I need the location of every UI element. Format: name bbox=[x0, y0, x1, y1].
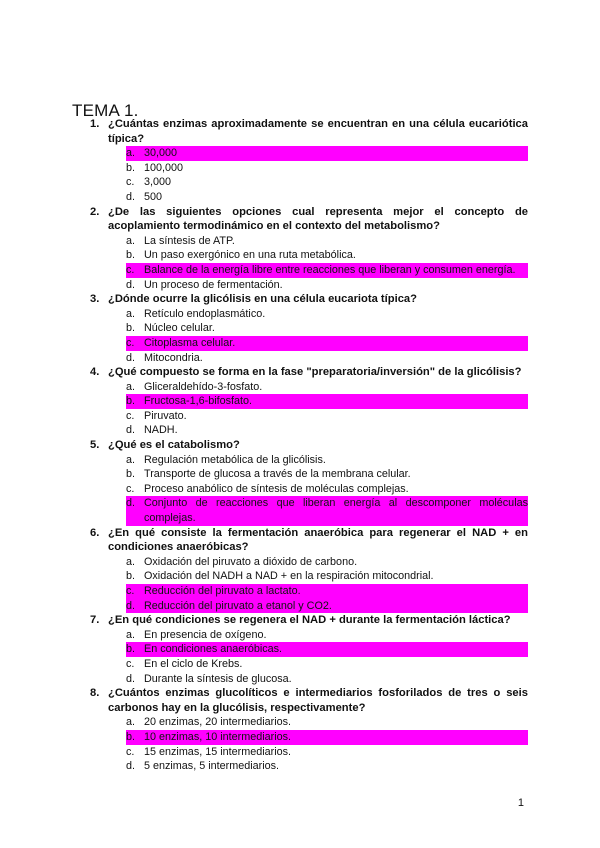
question-item bbox=[90, 526, 528, 614]
option-item bbox=[126, 161, 528, 176]
option-text: Conjunto de reacciones que liberan energía al descomponer moléculas complejas. bbox=[144, 497, 528, 525]
option-item bbox=[126, 380, 528, 395]
option-letter: c. bbox=[126, 745, 135, 758]
question-number: 6. bbox=[90, 526, 100, 539]
option-list bbox=[90, 380, 528, 438]
option-text: En condiciones anaeróbicas. bbox=[144, 642, 528, 657]
question-item bbox=[90, 686, 528, 774]
option-text: Retículo endoplasmático. bbox=[144, 307, 266, 320]
option-text: En el ciclo de Krebs. bbox=[144, 657, 243, 670]
option-text: 5 enzimas, 5 intermediarios. bbox=[144, 760, 280, 773]
option-letter: a. bbox=[126, 380, 136, 393]
option-letter: a. bbox=[126, 628, 136, 641]
option-item bbox=[126, 715, 528, 730]
option-text: 20 enzimas, 20 intermediarios. bbox=[144, 716, 292, 729]
option-letter: d. bbox=[126, 496, 144, 525]
option-text: 3,000 bbox=[144, 176, 172, 189]
page-title: TEMA 1. bbox=[72, 101, 139, 121]
option-item bbox=[126, 175, 528, 190]
option-item bbox=[126, 657, 528, 672]
question-item bbox=[90, 613, 528, 686]
option-list bbox=[90, 453, 528, 526]
question-number: 5. bbox=[90, 439, 100, 452]
option-item bbox=[126, 628, 528, 643]
option-letter: b. bbox=[126, 730, 144, 745]
question-header bbox=[90, 438, 528, 453]
question-header bbox=[90, 117, 528, 146]
option-item bbox=[126, 190, 528, 205]
option-item-highlighted bbox=[126, 584, 528, 599]
option-text: Núcleo celular. bbox=[144, 322, 215, 335]
question-header bbox=[90, 292, 528, 307]
option-list bbox=[90, 715, 528, 773]
option-letter: d. bbox=[126, 424, 136, 437]
option-text: Fructosa-1,6-bifosfato. bbox=[144, 394, 528, 409]
option-text: 500 bbox=[144, 190, 163, 203]
option-letter: b. bbox=[126, 161, 136, 174]
option-letter: a. bbox=[126, 234, 136, 247]
option-item bbox=[126, 569, 528, 584]
option-text: Durante la síntesis de glucosa. bbox=[144, 672, 292, 685]
option-text: Oxidación del piruvato a dióxido de carbono. bbox=[144, 555, 358, 568]
option-letter: c. bbox=[126, 584, 144, 599]
option-text: Piruvato. bbox=[144, 409, 187, 422]
option-item bbox=[126, 453, 528, 468]
option-text: Mitocondria. bbox=[144, 351, 203, 364]
option-item-highlighted bbox=[126, 146, 528, 161]
option-letter: d. bbox=[126, 351, 136, 364]
option-text: Citoplasma celular. bbox=[144, 336, 528, 351]
option-list bbox=[90, 628, 528, 686]
option-letter: d. bbox=[126, 760, 136, 773]
question-header bbox=[90, 613, 528, 628]
option-item-highlighted bbox=[126, 263, 528, 278]
question-number: 7. bbox=[90, 614, 100, 627]
question-text: ¿Qué compuesto se forma en la fase "preparatoria/inversión" de la glicólisis? bbox=[108, 366, 522, 379]
option-letter: a. bbox=[126, 716, 136, 729]
option-text: 30,000 bbox=[144, 146, 528, 161]
option-letter: d. bbox=[126, 599, 144, 614]
option-item-highlighted bbox=[126, 394, 528, 409]
option-item-highlighted bbox=[126, 496, 528, 525]
option-text: 10 enzimas, 10 intermediarios. bbox=[144, 730, 528, 745]
question-text: ¿En qué condiciones se regenera el NAD + durante la fermentación láctica? bbox=[108, 614, 511, 627]
question-item bbox=[90, 117, 528, 205]
option-item bbox=[126, 745, 528, 760]
question-number: 2. bbox=[90, 205, 100, 218]
option-text: NADH. bbox=[144, 424, 178, 437]
option-letter: a. bbox=[126, 453, 136, 466]
option-item bbox=[126, 248, 528, 263]
option-list bbox=[90, 146, 528, 204]
option-text: Un proceso de fermentación. bbox=[144, 278, 283, 291]
option-letter: a. bbox=[126, 146, 144, 161]
option-text: 15 enzimas, 15 intermediarios. bbox=[144, 745, 292, 758]
option-item bbox=[126, 307, 528, 322]
question-item bbox=[90, 205, 528, 293]
option-letter: c. bbox=[126, 336, 144, 351]
option-letter: c. bbox=[126, 409, 135, 422]
question-text: ¿Cuántas enzimas aproximadamente se encuentran en una célula eucariótica típica? bbox=[108, 118, 528, 145]
option-list bbox=[90, 307, 528, 365]
option-letter: a. bbox=[126, 555, 136, 568]
question-number: 8. bbox=[90, 687, 100, 700]
option-text: Proceso anabólico de síntesis de moléculas complejas. bbox=[144, 482, 409, 495]
option-letter: a. bbox=[126, 307, 136, 320]
option-text: Transporte de glucosa a través de la membrana celular. bbox=[144, 468, 411, 481]
option-text: Oxidación del NADH a NAD + en la respiración mitocondrial. bbox=[144, 570, 434, 583]
option-list bbox=[90, 234, 528, 292]
option-item bbox=[126, 423, 528, 438]
option-item bbox=[126, 409, 528, 424]
option-letter: b. bbox=[126, 249, 136, 262]
option-letter: b. bbox=[126, 642, 144, 657]
option-text: Reducción del piruvato a etanol y CO2. bbox=[144, 599, 528, 614]
option-letter: d. bbox=[126, 278, 136, 291]
option-item bbox=[126, 234, 528, 249]
option-item-highlighted bbox=[126, 599, 528, 614]
option-item bbox=[126, 555, 528, 570]
question-list bbox=[90, 117, 528, 774]
option-list bbox=[90, 555, 528, 613]
option-letter: b. bbox=[126, 468, 136, 481]
question-text: ¿Cuántos enzimas glucolíticos e intermediarios fosforilados de tres o seis carbonos hay en la glucólisis, respectivamente? bbox=[108, 687, 528, 714]
question-header bbox=[90, 205, 528, 234]
option-letter: c. bbox=[126, 482, 135, 495]
question-number: 3. bbox=[90, 293, 100, 306]
option-text: Balance de la energía libre entre reacciones que liberan y consumen energía. bbox=[144, 263, 528, 278]
option-letter: c. bbox=[126, 263, 144, 278]
option-item-highlighted bbox=[126, 730, 528, 745]
question-text: ¿De las siguientes opciones cual representa mejor el concepto de acoplamiento termodinámico en el contexto del metabolismo? bbox=[108, 205, 528, 233]
option-letter: c. bbox=[126, 176, 135, 189]
question-text: ¿En qué consiste la fermentación anaeróbica para regenerar el NAD + en condiciones anaeróbicas? bbox=[108, 526, 528, 554]
option-letter: b. bbox=[126, 570, 136, 583]
option-letter: d. bbox=[126, 190, 136, 203]
question-header bbox=[90, 365, 528, 380]
option-item-highlighted bbox=[126, 336, 528, 351]
option-text: Un paso exergónico en una ruta metabólica. bbox=[144, 249, 356, 262]
option-item bbox=[126, 467, 528, 482]
question-number: 1. bbox=[90, 118, 100, 130]
option-text: En presencia de oxígeno. bbox=[144, 628, 267, 641]
option-letter: b. bbox=[126, 322, 136, 335]
question-item bbox=[90, 365, 528, 438]
question-header bbox=[90, 686, 528, 715]
question-text: ¿Qué es el catabolismo? bbox=[108, 439, 240, 452]
option-item bbox=[126, 321, 528, 336]
option-letter: c. bbox=[126, 657, 135, 670]
question-number: 4. bbox=[90, 366, 100, 379]
option-text: Gliceraldehído-3-fosfato. bbox=[144, 380, 263, 393]
option-item bbox=[126, 278, 528, 293]
option-item bbox=[126, 759, 528, 774]
question-item bbox=[90, 438, 528, 526]
option-text: 100,000 bbox=[144, 161, 184, 174]
question-header bbox=[90, 526, 528, 555]
option-item bbox=[126, 351, 528, 366]
option-text: Regulación metabólica de la glicólisis. bbox=[144, 453, 326, 466]
option-item-highlighted bbox=[126, 642, 528, 657]
option-letter: d. bbox=[126, 672, 136, 685]
option-item bbox=[126, 482, 528, 497]
question-item bbox=[90, 292, 528, 365]
page-number: 1 bbox=[517, 797, 524, 809]
option-text: Reducción del piruvato a lactato. bbox=[144, 584, 528, 599]
option-letter: b. bbox=[126, 394, 144, 409]
option-item bbox=[126, 672, 528, 687]
question-text: ¿Dónde ocurre la glicólisis en una célula eucariota típica? bbox=[108, 293, 417, 306]
option-text: La síntesis de ATP. bbox=[144, 234, 235, 247]
